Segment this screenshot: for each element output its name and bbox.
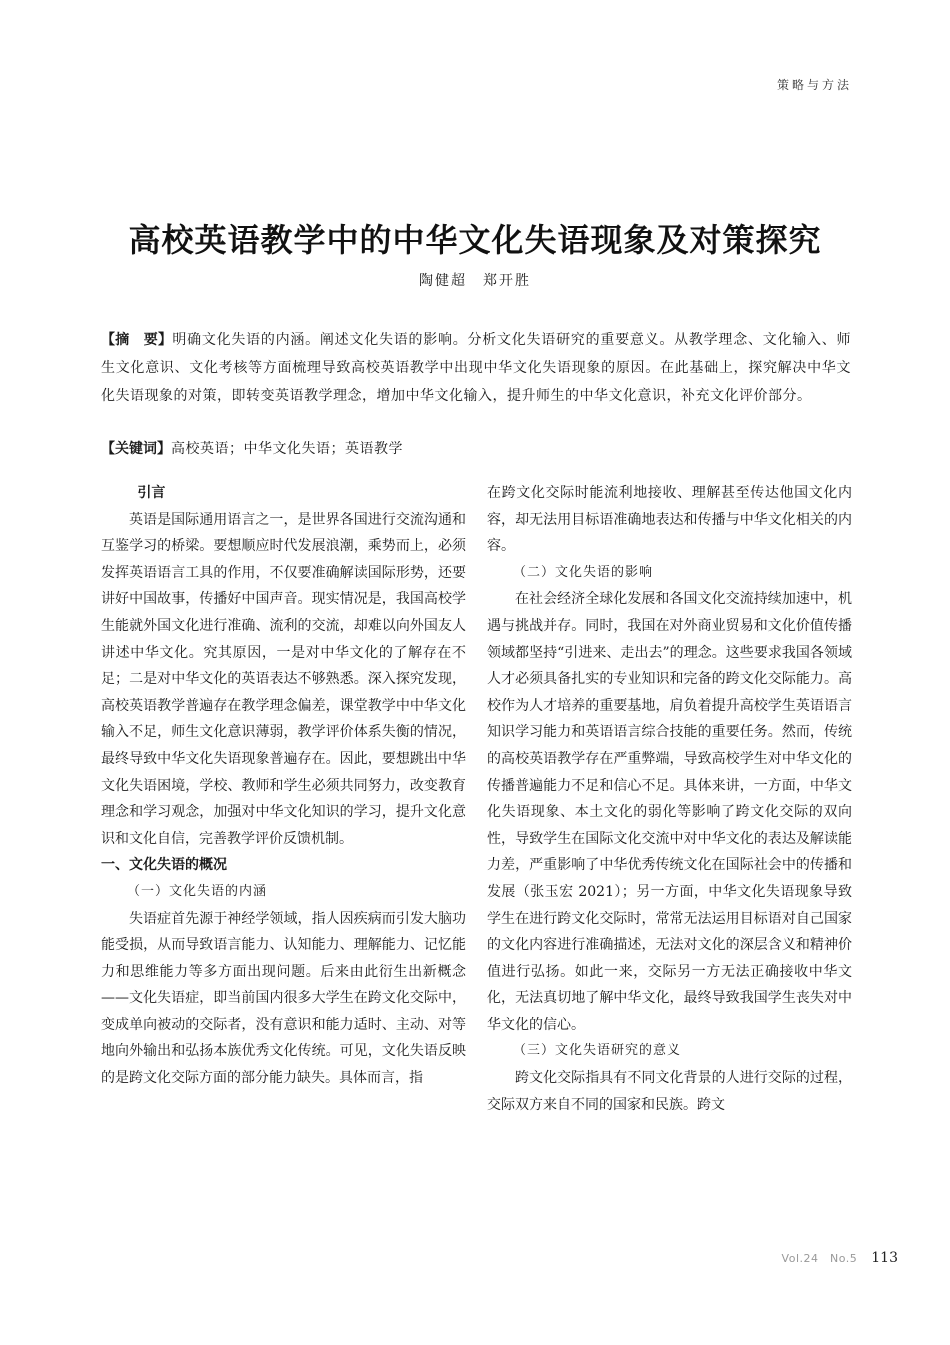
section1-paragraph-1: 失语症首先源于神经学领域，指人因疾病而引发大脑功能受损，从而导致语言能力、认知能力、理解能力、记忆能力和思维能力等多方面出现问题。后来由此衍生出新概念——文化失语症，即当前国内很多大学生在跨文化交际中，变成单向被动的交际者，没有意识和能力适时、主动、对等地向外输出和弘扬本族优秀文化传统。可见，文化失语反映的是跨文化交际方面的部分能力缺失。具体而言，指 — [101, 910, 466, 1087]
section1-paragraph-2: 在社会经济全球化发展和各国文化交流持续加速中，机遇与挑战并存。同时，我国在对外商业贸易和文化价值传播领域都坚持“引进来、走出去”的理念。这些要求我国各领域人才必须具备扎实的专业知识和完备的跨文化交际能力。高校作为人才培养的重要基地，肩负着提升高校学生英语语言知识学习能力和英语语言综合技能的重要任务。然而，传统的高校英语教学存在严重弊端，导致高校学生对中华文化的传播普遍能力不足和信心不足。具体来讲，一方面，中华文化失语现象、本土文化的弱化等影响了跨文化交际的双向性，导致学生在国际文化交流中对中华文化的表达及解读能力差，严重影响了中华优秀传统文化在国际社会中的传播和发展（张玉宏 2021）；另一方面，中华文化失语现象导致学生在进行跨文化交际时，常常无法运用目标语对自己国家的文化内容进行准确描述，无法对文化的深层含义和精神价值进行弘扬。如此一来，交际另一方无法正确接收中华文化，无法真切地了解中华文化，最终导致我国学生丧失对中华文化的信心。 — [487, 591, 852, 1033]
keywords-label: 【关键词】 — [101, 441, 171, 457]
section1-subheading-2: （二）文化失语的影响 — [513, 564, 654, 580]
continued-paragraph: 在跨文化交际时能流利地接收、理解甚至传达他国文化内容，却无法用目标语准确地表达和传播与中华文化相关的内容。 — [487, 485, 852, 555]
keywords — [101, 436, 851, 462]
body-left-column — [101, 480, 466, 1092]
abstract-text: 明确文化失语的内涵。阐述文化失语的影响。分析文化失语研究的重要意义。从教学理念、文化输入、师生文化意识、文化考核等方面梳理导致高校英语教学中出现中华文化失语现象的原因。在此基础上，探究解决中华文化失语现象的对策，即转变英语教学理念，增加中华文化输入，提升师生的中华文化意识，补充文化评价部分。 — [101, 332, 852, 404]
keywords-text: 高校英语；中华文化失语；英语教学 — [171, 441, 403, 457]
section1-subheading-3: （三）文化失语研究的意义 — [513, 1043, 682, 1059]
abstract-label: 【摘 要】 — [101, 332, 173, 348]
page-footer — [782, 1250, 898, 1266]
body-right-column — [487, 480, 852, 1118]
section1-paragraph-3: 跨文化交际指具有不同文化背景的人进行交际的过程，交际双方来自不同的国家和民族。跨文 — [487, 1070, 852, 1113]
intro-paragraph: 英语是国际通用语言之一，是世界各国进行交流沟通和互鉴学习的桥梁。要想顺应时代发展浪潮，乘势而上，必须发挥英语语言工具的作用，不仅要准确解读国际形势，还要讲好中国故事，传播好中国声音。现实情况是，我国高校学生能就外国文化进行准确、流利的交流，却难以向外国友人讲述中华文化。究其原因，一是对中华文化的了解存在不足；二是对中华文化的英语表达不够熟悉。深入探究发现，高校英语教学普遍存在教学理念偏差，课堂教学中中华文化输入不足，师生文化意识薄弱，教学评价体系失衡的情况，最终导致中华文化失语现象普遍存在。因此，要想跳出中华文化失语困境，学校、教师和学生必须共同努力，改变教育理念和学习观念，加强对中华文化知识的学习，提升文化意识和文化自信，完善教学评价反馈机制。 — [101, 511, 466, 847]
intro-heading: 引言 — [137, 485, 166, 501]
volume-info: Vol.24 No.5 — [781, 1252, 858, 1265]
page-number: 113 — [871, 1250, 898, 1266]
article-title: 高校英语教学中的中华文化失语现象及对策探究 — [128, 221, 822, 259]
abstract — [101, 326, 851, 410]
running-header-section: 策略与方法 — [776, 78, 852, 92]
article-authors: 陶健超 郑开胜 — [419, 273, 531, 289]
section1-heading: 一、文化失语的概况 — [101, 857, 227, 874]
section1-subheading-1: （一）文化失语的内涵 — [127, 883, 268, 899]
